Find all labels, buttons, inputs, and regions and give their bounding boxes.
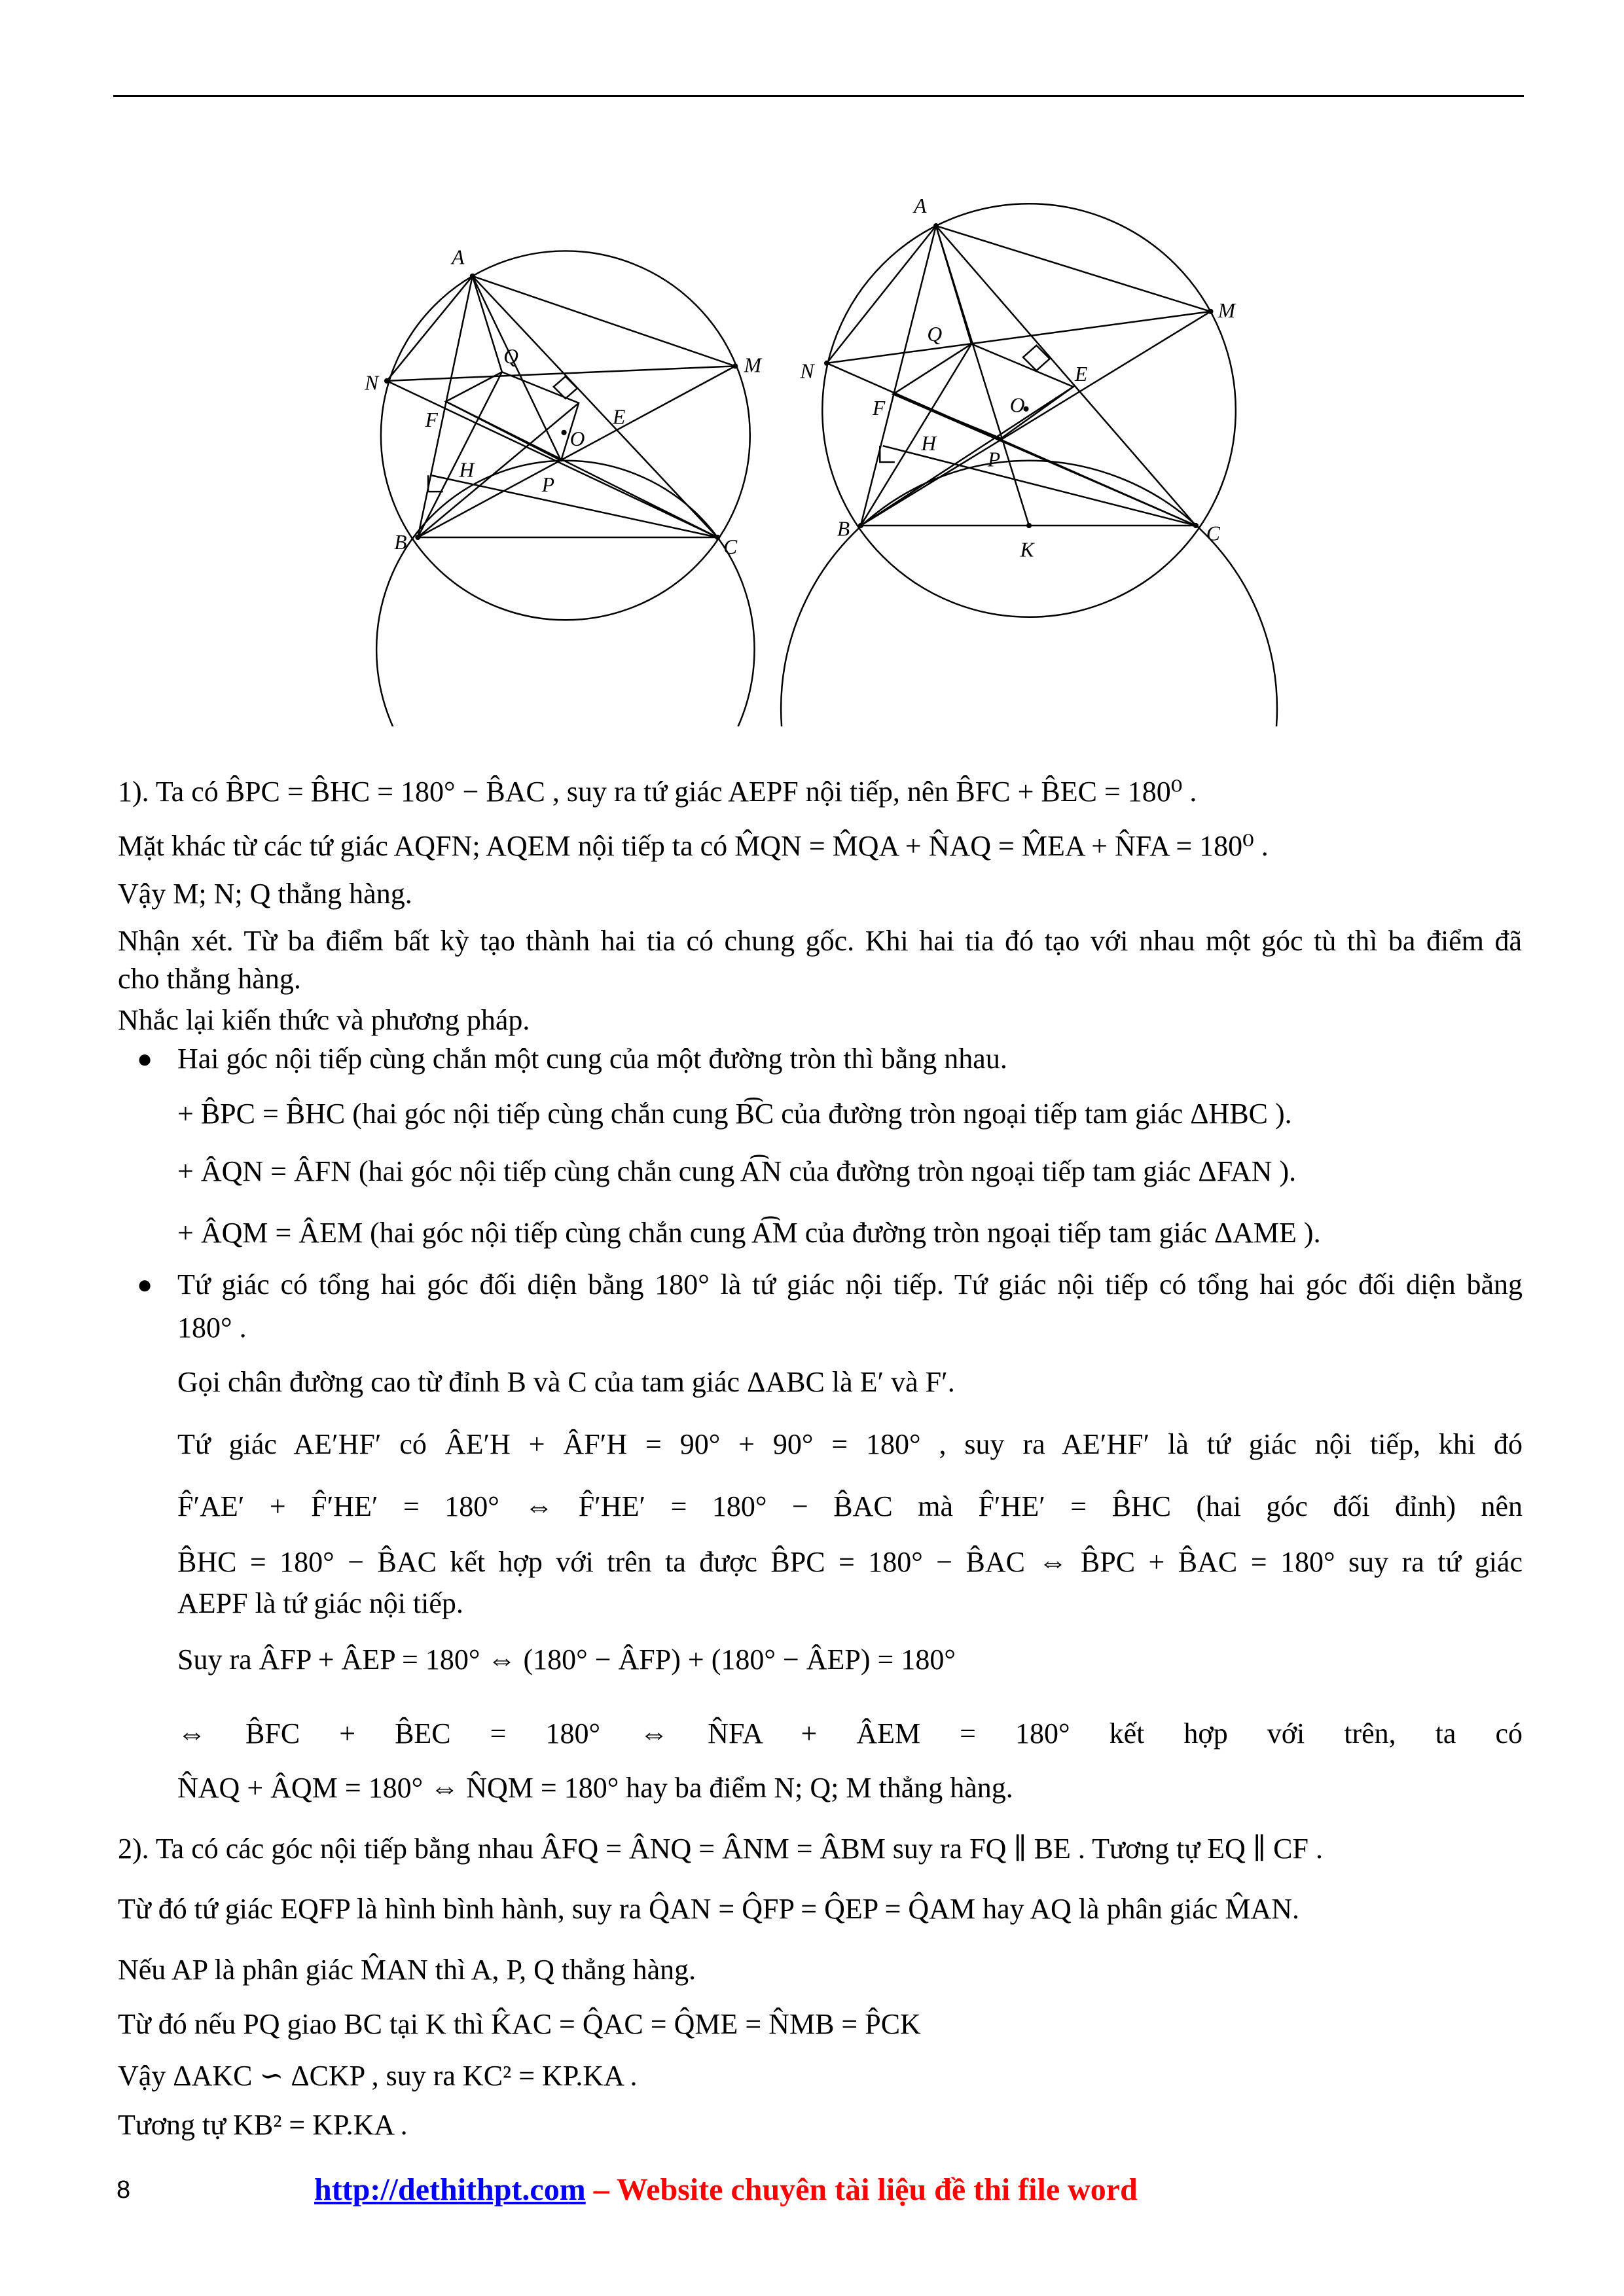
text-line: Tứ giác có tổng hai góc đối diện bằng 180° là tứ giác nội tiếp. Tứ giác nội tiếp có tổng hai góc đối diện bằng [177,1268,1523,1300]
point-label: Q [927,323,943,346]
point-label: C [1206,522,1220,545]
text-line: Hai góc nội tiếp cùng chắn một cung của một đường tròn thì bằng nhau. [177,1043,1007,1075]
point-label: N [800,359,814,383]
point-label: K [1020,538,1034,562]
point-label: P [987,448,1001,471]
text-line: Nhận xét. Từ ba điểm bất kỳ tạo thành hai tia có chung gốc. Khi hai tia đó tạo với nhau một góc tù thì ba điểm đã [118,925,1522,957]
point-label: O [569,427,585,451]
point-label: A [452,245,465,269]
bullet-icon: ● [137,1270,153,1299]
page-number: 8 [117,2176,131,2204]
footer [314,2172,1138,2208]
point-label: H [459,458,475,482]
bullet-icon: ● [137,1044,153,1073]
point-label: B [394,531,407,554]
point-label: M [744,353,762,377]
point-label: C [723,535,738,558]
text-line: + ÂQM = ÂEM (hai góc nội tiếp cùng chắn cung A͡M của đường tròn ngoại tiếp tam giác ΔAME ). [177,1217,1321,1249]
point-label: B [837,517,850,541]
point-label: E [1074,362,1088,386]
point-label: F [872,396,886,420]
footer-tagline: – Website chuyên tài liệu đề thi file word [585,2172,1138,2207]
text-line: + B̂PC = B̂HC (hai góc nội tiếp cùng chắn cung B͡C của đường tròn ngoại tiếp tam giác ΔHBC ). [177,1098,1292,1130]
text-line: Từ đó tứ giác EQFP là hình bình hành, suy ra Q̂AN = Q̂FP = Q̂EP = Q̂AM hay AQ là phân giác M̂AN. [118,1893,1299,1925]
geometry-figures [0,0,1624,740]
text-line: Suy ra ÂFP + ÂEP = 180° ⇔ (180° − ÂFP) + (180° − ÂEP) = 180° [177,1643,956,1676]
circumcircle-1 [381,251,750,620]
website-link[interactable]: http://dethithpt.com [314,2172,586,2207]
figure-1 [376,251,754,740]
bhc-circle-1 [376,458,754,740]
text-line: B̂HC = 180° − B̂AC kết hợp với trên ta được B̂PC = 180° − B̂AC ⇔ B̂PC + B̂AC = 180° suy ra tứ giác [177,1546,1523,1578]
text-line: Tương tự KB² = KP.KA . [118,2109,408,2141]
text-line: cho thẳng hàng. [118,963,301,995]
text-line: + ÂQN = ÂFN (hai góc nội tiếp cùng chắn cung A͡N của đường tròn ngoại tiếp tam giác ΔFAN ). [177,1155,1297,1187]
bhc-circle-2 [781,461,1277,740]
text-line: ⇔ B̂FC + B̂EC = 180° ⇔ N̂FA + ÂEM = 180° kết hợp với trên, ta có [177,1717,1523,1749]
text-line: AEPF là tứ giác nội tiếp. [177,1587,463,1619]
text-line: Nếu AP là phân giác M̂AN thì A, P, Q thẳng hàng. [118,1954,696,1986]
text-line: Vậy ΔAKC ∽ ΔCKP , suy ra KC² = KP.KA . [118,2060,638,2092]
point-label: N [365,371,379,395]
point-label: A [914,194,927,217]
text-line: Vậy M; N; Q thẳng hàng. [118,878,412,910]
text-line: F̂′AE′ + F̂′HE′ = 180° ⇔ F̂′HE′ = 180° − B̂AC mà F̂′HE′ = B̂HC (hai góc đối đỉnh) nên [177,1490,1523,1522]
point-label: E [613,405,626,429]
text-line: Nhắc lại kiến thức và phương pháp. [118,1004,530,1036]
point-label: P [541,473,555,497]
point-label: O [1009,393,1025,417]
point-label: Q [503,344,518,368]
text-line: 1). Ta có B̂PC = B̂HC = 180° − B̂AC , suy ra tứ giác AEPF nội tiếp, nên B̂FC + B̂EC = 180⁰ . [118,776,1197,808]
text-line: Tứ giác AE′HF′ có ÂE′H + ÂF′H = 90° + 90° = 180° , suy ra AE′HF′ là tứ giác nội tiếp, khi đó [177,1428,1523,1460]
point-label: H [921,431,937,455]
text-line: 180° . [177,1312,247,1344]
point-label: M [1218,298,1236,322]
point-label: F [425,408,438,431]
text-line: Từ đó nếu PQ giao BC tại K thì K̂AC = Q̂AC = Q̂ME = N̂MB = P̂CK [118,2008,921,2040]
figure-2 [781,204,1277,740]
text-line: Gọi chân đường cao từ đỉnh B và C của tam giác ΔABC là E′ và F′. [177,1366,955,1398]
text-line: N̂AQ + ÂQM = 180° ⇔ N̂QM = 180° hay ba điểm N; Q; M thẳng hàng. [177,1772,1013,1804]
text-line: Mặt khác từ các tứ giác AQFN; AQEM nội tiếp ta có M̂QN = M̂QA + N̂AQ = M̂EA + N̂FA = 180⁰ . [118,830,1269,862]
text-line: 2). Ta có các góc nội tiếp bằng nhau ÂFQ = ÂNQ = ÂNM = ÂBM suy ra FQ ∥ BE . Tương tự EQ ∥ CF . [118,1833,1323,1865]
